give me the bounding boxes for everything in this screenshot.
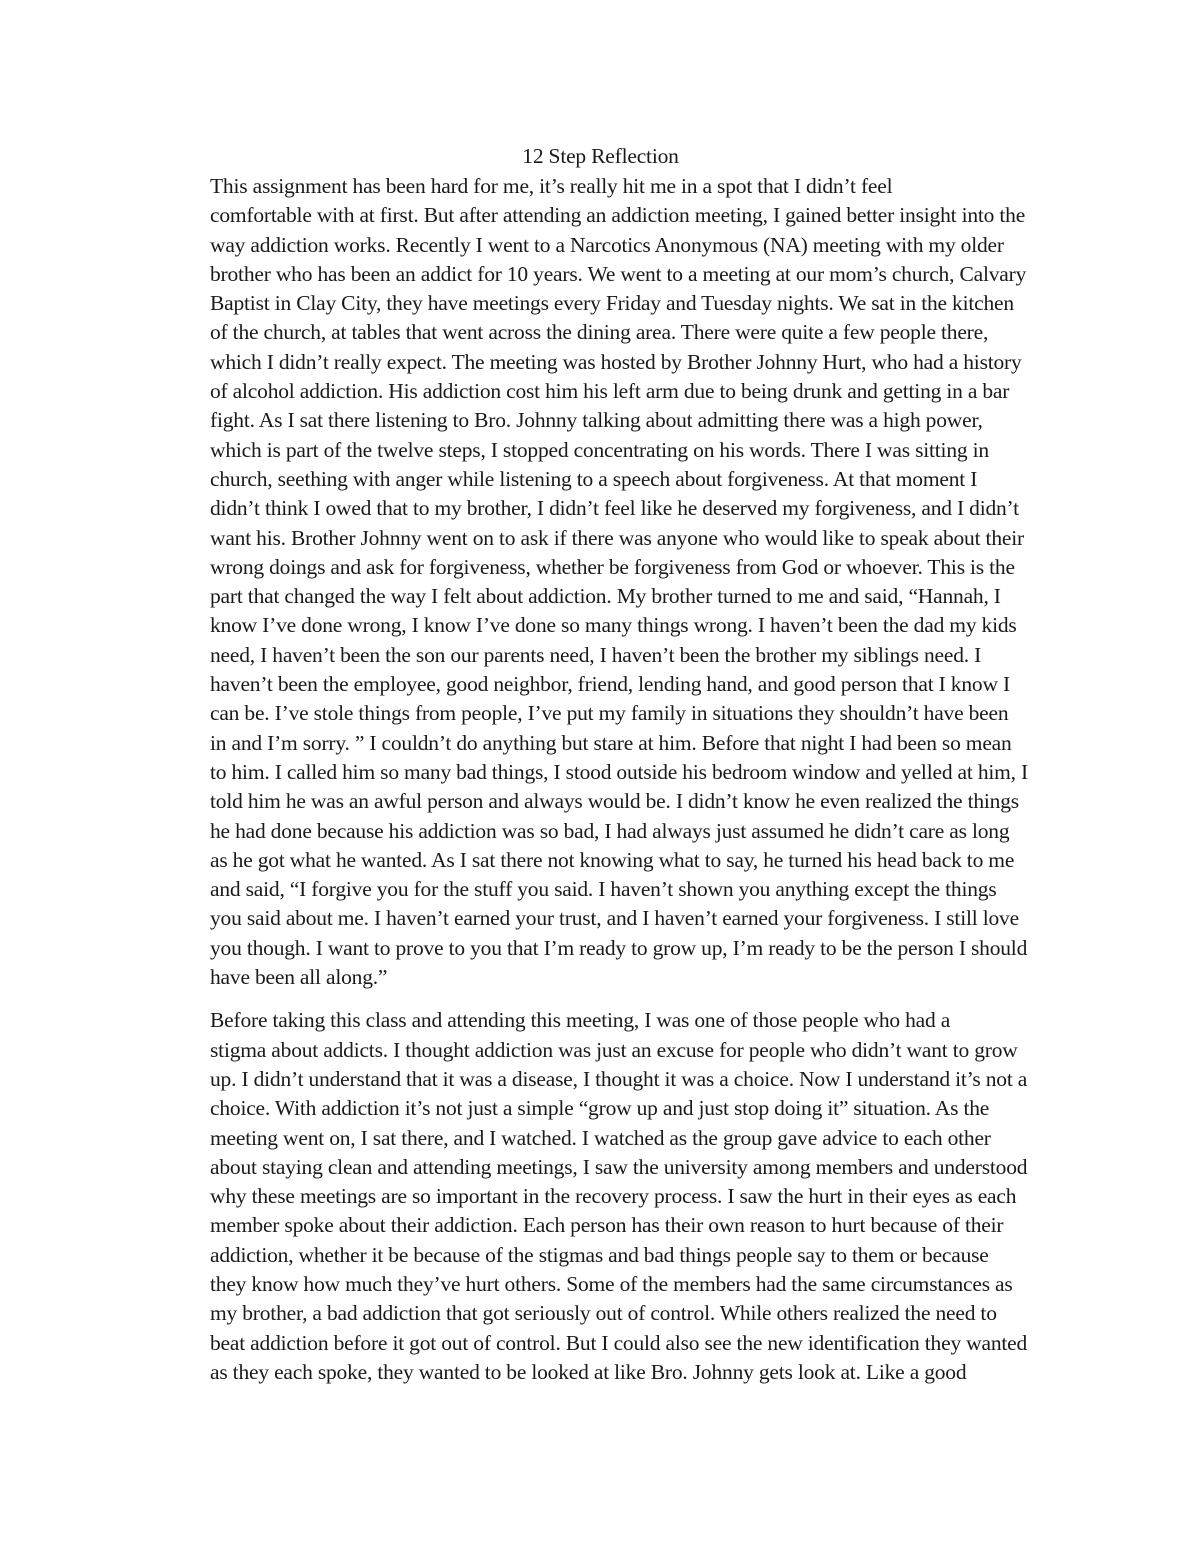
text-line: you said about me. I haven’t earned your trust, and I haven’t earned your forgiveness. I still love — [210, 906, 1019, 931]
text-line: stigma about addicts. I thought addiction was just an excuse for people who didn’t want to grow — [210, 1037, 1018, 1062]
text-line: can be. I’ve stole things from people, I’ve put my family in situations they shouldn’t have been — [210, 701, 1009, 726]
text-line: he had done because his addiction was so bad, I had always just assumed he didn’t care as long — [210, 818, 1010, 843]
text-line: choice. With addiction it’s not just a simple “grow up and just stop doing it” situation. As the — [210, 1096, 990, 1121]
text-line: wrong doings and ask for forgiveness, whether be forgiveness from God or whoever. This is the — [210, 554, 1015, 579]
text-line: addiction, whether it be because of the stigmas and bad things people say to them or because — [210, 1242, 989, 1267]
text-line: haven’t been the employee, good neighbor, friend, lending hand, and good person that I know I — [210, 672, 1010, 697]
text-line: and said, “I forgive you for the stuff you said. I haven’t shown you anything except the things — [210, 877, 997, 902]
text-line: know I’ve done wrong, I know I’ve done so many things wrong. I haven’t been the dad my kids — [210, 613, 1017, 638]
text-line: as they each spoke, they wanted to be looked at like Bro. Johnny gets look at. Like a good — [210, 1359, 967, 1384]
text-line: This assignment has been hard for me, it’s really hit me in a spot that I didn’t feel — [210, 174, 893, 198]
paragraph — [143, 1006, 1058, 1387]
document-title: 12 Step Reflection — [522, 144, 679, 168]
text-line: you though. I want to prove to you that I’m ready to grow up, I’m ready to be the person I should — [210, 935, 1028, 960]
text-line: way addiction works. Recently I went to a Narcotics Anonymous (NA) meeting with my older — [210, 232, 1004, 257]
document-body — [143, 140, 1058, 1387]
text-line: as he got what he wanted. As I sat there not knowing what to say, he turned his head back to me — [210, 847, 1015, 872]
text-line: didn’t think I owed that to my brother, I didn’t feel like he deserved my forgiveness, and I didn’t — [210, 496, 1019, 521]
text-line: comfortable with at first. But after attending an addiction meeting, I gained better insight into the — [210, 203, 1026, 228]
text-line: want his. Brother Johnny went on to ask if there was anyone who would like to speak about their — [210, 525, 1024, 550]
text-line: part that changed the way I felt about addiction. My brother turned to me and said, “Hannah, I — [210, 584, 1001, 609]
text-line: have been all along.” — [210, 965, 388, 990]
text-line: which is part of the twelve steps, I stopped concentrating on his words. There I was sitting in — [210, 437, 989, 462]
text-line: my brother, a bad addiction that got seriously out of control. While others realized the need to — [210, 1301, 997, 1326]
paragraph — [143, 172, 1058, 992]
text-line: in and I’m sorry. ” I couldn’t do anything but stare at him. Before that night I had been so mean — [210, 730, 1012, 755]
text-line: beat addiction before it got out of control. But I could also see the new identification they wanted — [210, 1330, 1028, 1355]
text-line: which I didn’t really expect. The meeting was hosted by Brother Johnny Hurt, who had a history — [210, 349, 1022, 374]
text-line: up. I didn’t understand that it was a disease, I thought it was a choice. Now I understand it’s not a — [210, 1066, 1028, 1091]
text-line: told him he was an awful person and always would be. I didn’t know he even realized the things — [210, 789, 1019, 814]
text-line: to him. I called him so many bad things, I stood outside his bedroom window and yelled at him, I — [210, 759, 1028, 784]
text-line: brother who has been an addict for 10 years. We went to a meeting at our mom’s church, Calvary — [210, 261, 1027, 286]
text-line: Baptist in Clay City, they have meetings every Friday and Tuesday nights. We sat in the kitchen — [210, 291, 1014, 316]
text-line: they know how much they’ve hurt others. Some of the members had the same circumstances as — [210, 1271, 1013, 1296]
text-line: member spoke about their addiction. Each person has their own reason to hurt because of their — [210, 1213, 1004, 1238]
text-line: of the church, at tables that went across the dining area. There were quite a few people there, — [210, 320, 989, 345]
text-line: church, seething with anger while listening to a speech about forgiveness. At that moment I — [210, 466, 978, 491]
text-line: Before taking this class and attending this meeting, I was one of those people who had a — [210, 1008, 951, 1033]
text-line: meeting went on, I sat there, and I watched. I watched as the group gave advice to each other — [210, 1125, 991, 1150]
text-line: need, I haven’t been the son our parents need, I haven’t been the brother my siblings need. I — [210, 642, 982, 667]
text-line: why these meetings are so important in the recovery process. I saw the hurt in their eyes as each — [210, 1184, 1017, 1209]
text-line: fight. As I sat there listening to Bro. Johnny talking about admitting there was a high power, — [210, 408, 983, 433]
paragraph-container — [143, 172, 1058, 1387]
text-line: of alcohol addiction. His addiction cost him his left arm due to being drunk and getting in a bar — [210, 379, 1010, 404]
text-line: about staying clean and attending meetings, I saw the university among members and understood — [210, 1154, 1028, 1179]
